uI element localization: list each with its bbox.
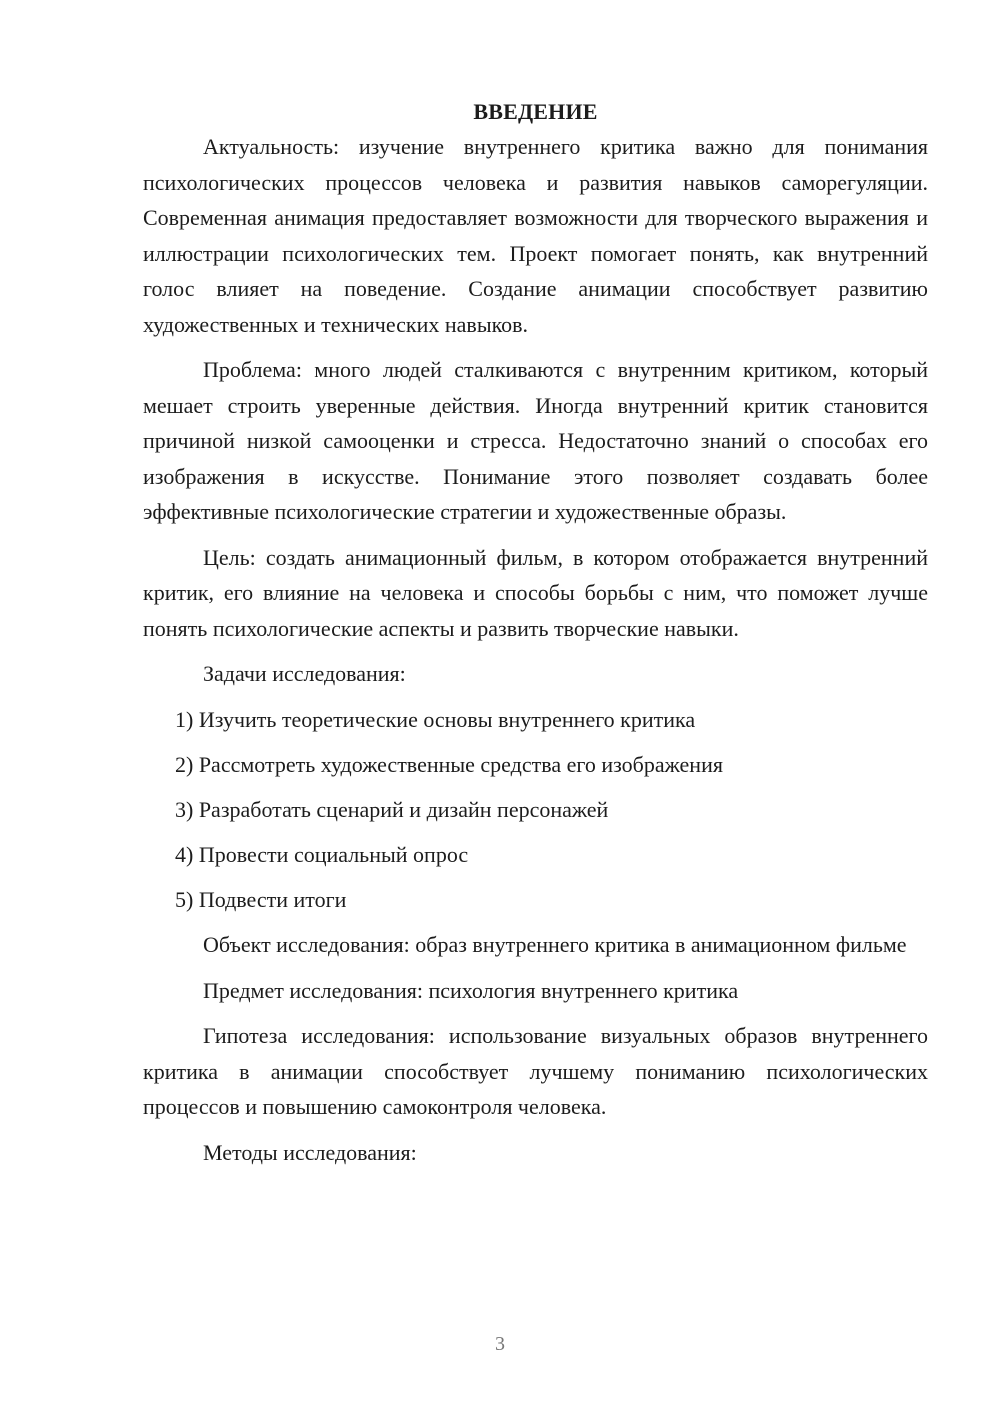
tasks-title: Задачи исследования: [203, 661, 406, 686]
list-item: 3) Разработать сценарий и дизайн персонажей [175, 796, 609, 822]
subject-paragraph: Предмет исследования: психология внутреннего критика [203, 977, 739, 1003]
hypothesis-paragraph: Гипотеза исследования: использование визуальных образов внутреннего критика в анимации способствует лучшему пониманию психологических процессов и повышению самоконтроля человека. [143, 1023, 928, 1119]
document-page [143, 94, 928, 1170]
list-item: 4) Провести социальный опрос [175, 841, 469, 867]
methods-paragraph: Методы исследования: [203, 1139, 417, 1165]
actuality-paragraph: Актуальность: изучение внутреннего критика важно для понимания психологических процессов человека и развития навыков саморегуляции. Современная анимация предоставляет возможности для творческого выражения и иллюстрации психологических тем. Проект помогает понять, как внутренний голос влияет на поведение. Создание анимации способствует развитию художественных и технических навыков. [143, 134, 928, 337]
page-title: ВВЕДЕНИЕ [473, 99, 598, 124]
tasks-list [143, 702, 928, 918]
page-number: 3 [495, 1333, 505, 1355]
object-paragraph: Объект исследования: образ внутреннего критика в анимационном фильме [203, 932, 907, 957]
list-item: 2) Рассмотреть художественные средства его изображения [175, 751, 723, 777]
goal-paragraph: Цель: создать анимационный фильм, в котором отображается внутренний критик, его влияние на человека и способы борьбы с ним, что поможет лучше понять психологические аспекты и развить творческие навыки. [143, 544, 928, 641]
list-item: 5) Подвести итоги [175, 886, 347, 912]
list-item: 1) Изучить теоретические основы внутреннего критика [175, 706, 696, 732]
problem-paragraph: Проблема: много людей сталкиваются с внутренним критиком, который мешает строить уверенные действия. Иногда внутренний критик становится причиной низкой самооценки и стресса. Недостаточно знаний о способах его изображения в искусстве. Понимание этого позволяет создавать более эффективные психологические стратегии и художественные образы. [143, 357, 928, 524]
